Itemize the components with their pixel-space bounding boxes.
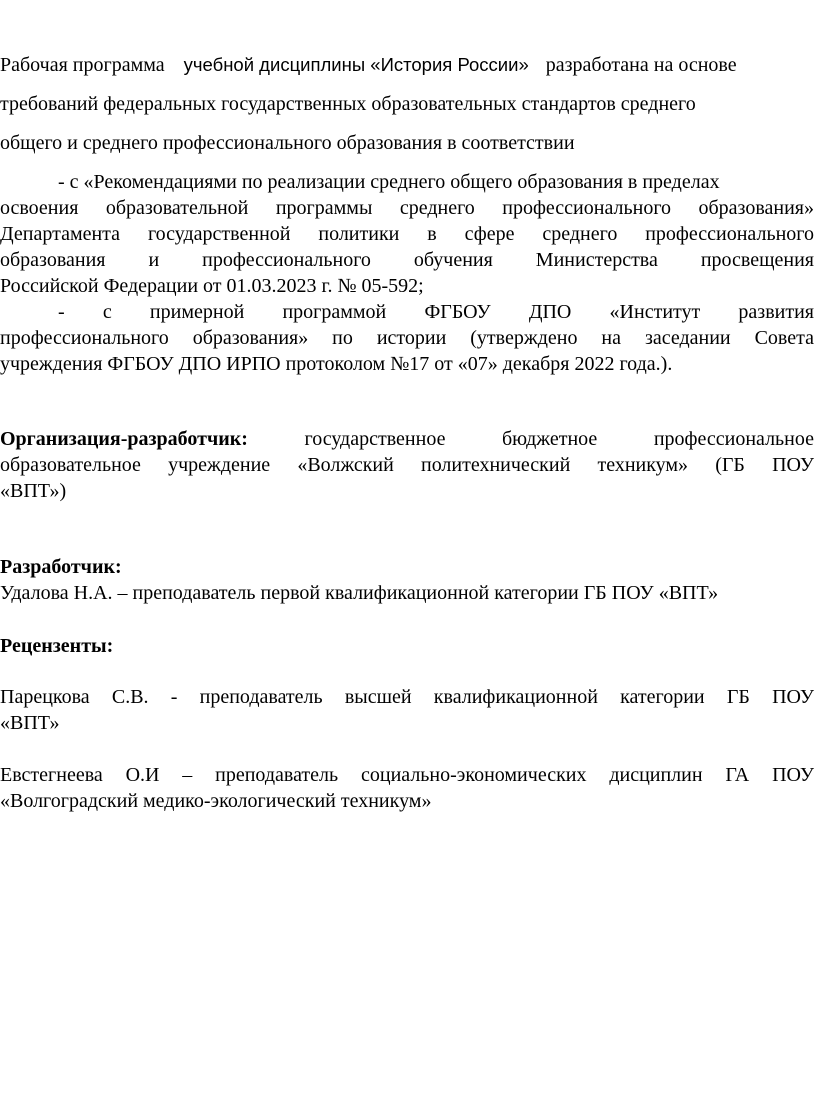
recommendations-line: - с «Рекомендациями по реализации среднего общего образования в пределах (58, 171, 720, 193)
organization-label: Организация-разработчик: (0, 428, 248, 450)
intro-text-start: Рабочая программа (0, 54, 165, 76)
reviewer-2-line-2: «Волгоградский медико-экологический техникум» (0, 790, 432, 812)
reviewer-2-line-1: Евстегнеева О.И – преподаватель социально-экономических дисциплин ГА ПОУ (0, 764, 814, 786)
reviewer-1 (0, 684, 814, 736)
organization-line-1 (0, 426, 814, 452)
reviewer-1-line-2: «ВПТ» (0, 712, 60, 734)
discipline-name: учебной дисциплины «История России» (183, 54, 529, 75)
reviewer-2 (0, 762, 814, 814)
intro-line-3: общего и среднего профессионального образования в соответствии (0, 132, 575, 154)
reviewers-label: Рецензенты: (0, 635, 114, 657)
organization-line-2: образовательное учреждение «Волжский политехнический техникум» (ГБ ПОУ (0, 454, 814, 476)
recommendations-line: Российской Федерации от 01.03.2023 г. № 05-592; (0, 275, 424, 297)
intro-line-2: требований федеральных государственных образовательных стандартов среднего (0, 93, 696, 115)
reviewers-section (0, 633, 814, 659)
developer-text: Удалова Н.А. – преподаватель первой квалификационной категории ГБ ПОУ «ВПТ» (0, 582, 719, 604)
recommendations-line: Департамента государственной политики в сфере среднего профессионального (0, 223, 814, 245)
recommendations-line: учреждения ФГБОУ ДПО ИРПО протоколом №17 от «07» декабря 2022 года.). (0, 353, 673, 375)
developer-section (0, 554, 814, 606)
intro-line-1 (0, 53, 814, 77)
organization-section (0, 426, 814, 504)
intro-text-end: разработана на основе (545, 54, 737, 76)
recommendations-line: образования и профессионального обучения Министерства просвещения (0, 249, 814, 271)
reviewer-1-line-1: Парецкова С.В. - преподаватель высшей квалификационной категории ГБ ПОУ (0, 686, 814, 708)
recommendations-paragraph (0, 169, 814, 377)
recommendations-line: освоения образовательной программы среднего профессионального образования» (0, 197, 814, 219)
recommendations-line: - с примерной программой ФГБОУ ДПО «Институт развития (58, 301, 814, 323)
developer-label: Разработчик: (0, 556, 122, 578)
organization-text-1: государственное бюджетное профессиональное (304, 428, 814, 450)
organization-line-3: «ВПТ») (0, 480, 67, 502)
recommendations-line: профессионального образования» по истории (утверждено на заседании Совета (0, 327, 814, 349)
